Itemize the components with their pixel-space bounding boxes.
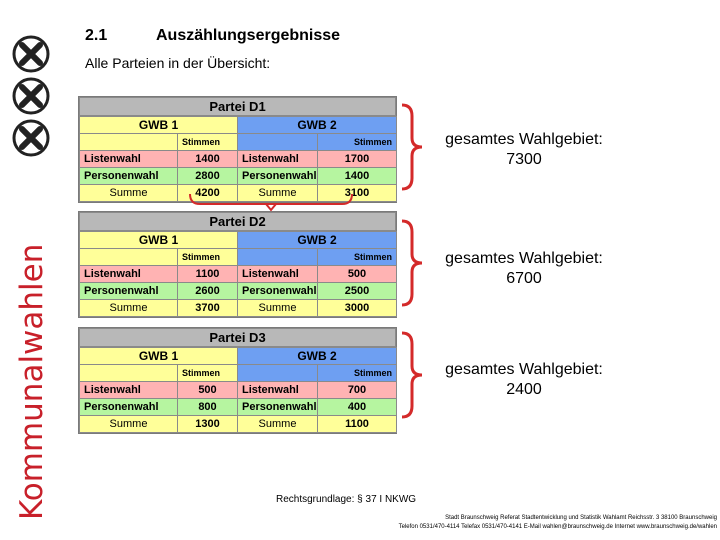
sum-label: Summe — [238, 416, 318, 433]
empty-cell — [238, 134, 318, 151]
subtitle: Alle Parteien in der Übersicht: — [85, 55, 271, 71]
gwb1-header: GWB 1 — [80, 348, 238, 365]
gwb2-list-value: 500 — [318, 266, 397, 283]
empty-cell — [238, 365, 318, 382]
person-label: Personenwahl — [238, 168, 318, 185]
stimmen-label: Stimmen — [178, 365, 238, 382]
vertical-title: Kommunalwahlen — [14, 243, 50, 520]
gwb1-sum-value: 4200 — [178, 185, 238, 202]
gwb1-list-value: 500 — [178, 382, 238, 399]
sidebar — [0, 0, 60, 540]
person-label: Personenwahl — [80, 399, 178, 416]
address-line: Stadt Braunschweig Referat Stadtentwicklung und Statistik Wahlamt Reichsstr. 3 38100 Braunschweig — [445, 515, 717, 521]
person-label: Personenwahl — [238, 399, 318, 416]
gwb2-sum-value: 3000 — [318, 300, 397, 317]
total-block-d1 — [433, 130, 615, 170]
list-label: Listenwahl — [238, 382, 318, 399]
party-table-d1 — [78, 96, 397, 203]
party-name: Partei D1 — [80, 98, 396, 116]
gwb1-person-value: 800 — [178, 399, 238, 416]
person-label: Personenwahl — [80, 168, 178, 185]
gwb2-header: GWB 2 — [238, 117, 397, 134]
gwb1-person-value: 2600 — [178, 283, 238, 300]
curly-brace-icon — [398, 330, 428, 420]
curly-brace-icon — [398, 102, 428, 192]
list-label: Listenwahl — [80, 266, 178, 283]
sum-label: Summe — [238, 300, 318, 317]
empty-cell — [80, 249, 178, 266]
list-label: Listenwahl — [238, 266, 318, 283]
empty-cell — [80, 134, 178, 151]
gwb2-header: GWB 2 — [238, 348, 397, 365]
sum-label: Summe — [80, 300, 178, 317]
stimmen-label: Stimmen — [318, 134, 397, 151]
total-value: 2400 — [506, 381, 542, 398]
gwb2-list-value: 1700 — [318, 151, 397, 168]
empty-cell — [80, 365, 178, 382]
total-block-d2 — [433, 249, 615, 289]
stimmen-label: Stimmen — [178, 134, 238, 151]
section-title: Auszählungsergebnisse — [156, 27, 341, 44]
gwb1-list-value: 1400 — [178, 151, 238, 168]
party-name: Partei D2 — [80, 213, 396, 231]
sum-connector-bracket — [186, 192, 356, 214]
gwb2-sum-value: 3100 — [318, 185, 397, 202]
total-label: gesamtes Wahlgebiet: — [445, 250, 603, 267]
gwb2-person-value: 1400 — [318, 168, 397, 185]
gwb2-person-value: 400 — [318, 399, 397, 416]
total-label: gesamtes Wahlgebiet: — [445, 361, 603, 378]
total-label: gesamtes Wahlgebiet: — [445, 131, 603, 148]
sum-label: Summe — [80, 416, 178, 433]
gwb1-header: GWB 1 — [80, 232, 238, 249]
gwb2-header: GWB 2 — [238, 232, 397, 249]
gwb1-header: GWB 1 — [80, 117, 238, 134]
curly-brace-icon — [398, 218, 428, 308]
stimmen-label: Stimmen — [318, 365, 397, 382]
sum-label: Summe — [238, 185, 318, 202]
gwb2-person-value: 2500 — [318, 283, 397, 300]
list-label: Listenwahl — [80, 382, 178, 399]
total-value: 7300 — [506, 151, 542, 168]
gwb1-list-value: 1100 — [178, 266, 238, 283]
party-table-d3 — [78, 327, 397, 434]
total-value: 6700 — [506, 270, 542, 287]
stimmen-label: Stimmen — [318, 249, 397, 266]
gwb2-sum-value: 1100 — [318, 416, 397, 433]
person-label: Personenwahl — [238, 283, 318, 300]
party-table-d2 — [78, 211, 397, 318]
total-block-d3 — [433, 360, 615, 400]
person-label: Personenwahl — [80, 283, 178, 300]
gwb1-sum-value: 3700 — [178, 300, 238, 317]
party-name: Partei D3 — [80, 329, 396, 347]
sum-label: Summe — [80, 185, 178, 202]
list-label: Listenwahl — [80, 151, 178, 168]
gwb1-sum-value: 1300 — [178, 416, 238, 433]
empty-cell — [238, 249, 318, 266]
gwb1-person-value: 2800 — [178, 168, 238, 185]
stimmen-label: Stimmen — [178, 249, 238, 266]
section-number: 2.1 — [85, 27, 108, 44]
list-label: Listenwahl — [238, 151, 318, 168]
contact-line: Telefon 0531/470-4114 Telefax 0531/470-4141 E-Mail wahlen@braunschweig.de Internet www.braunschweig.de/wahlen — [398, 524, 717, 530]
footer-address — [325, 514, 717, 532]
gwb2-list-value: 700 — [318, 382, 397, 399]
legal-basis: Rechtsgrundlage: § 37 I NKWG — [276, 494, 417, 505]
